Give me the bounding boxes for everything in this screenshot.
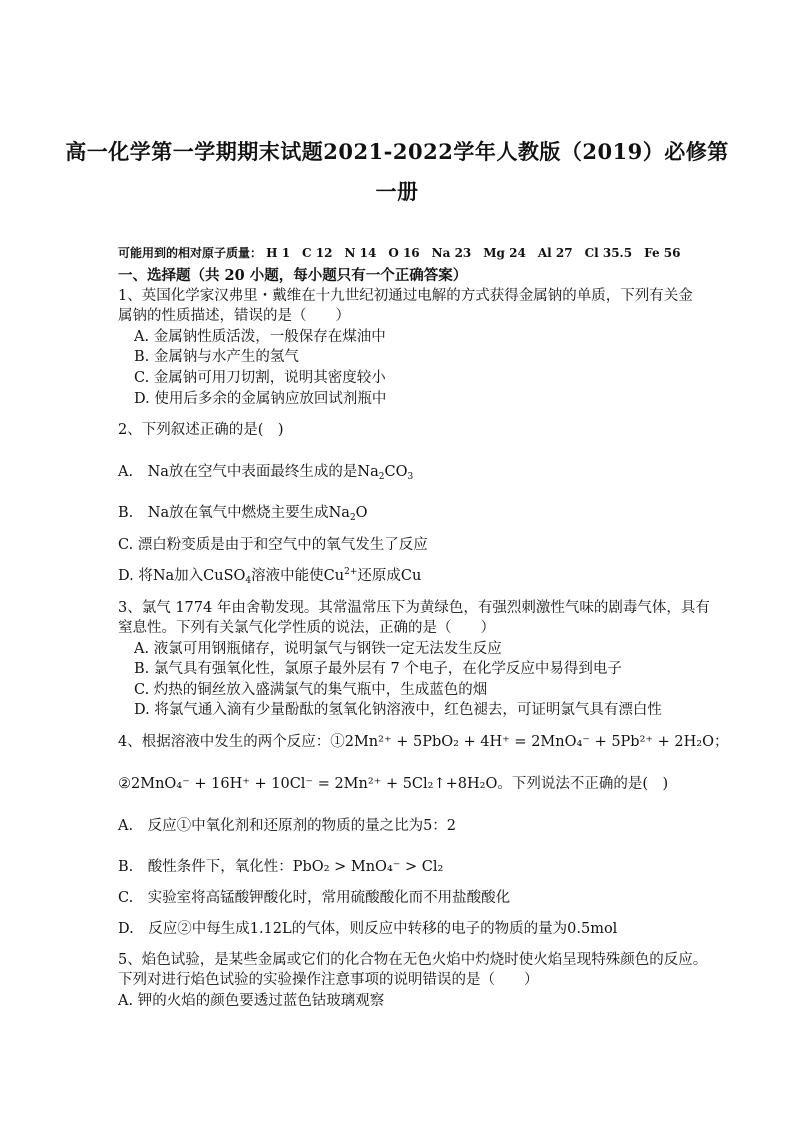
- q1-option-d: D. 使用后多余的金属钠应放回试剂瓶中: [134, 391, 387, 407]
- q5-stem-b: 下列对进行焰色试验的实验操作注意事项的说明错误的是（ ）: [118, 972, 539, 988]
- q2-stem: 2、下列叙述正确的是( ): [118, 422, 284, 438]
- q1-option-b: B. 金属钠与水产生的氢气: [134, 349, 299, 365]
- q4-stem-a: 4、根据溶液中发生的两个反应：①2Mn²⁺ + 5PbO₂ + 4H⁺ = 2MnO₄⁻ + 5Pb²⁺ + 2H₂O；: [118, 734, 729, 750]
- q2-option-c: C. 漂白粉变质是由于和空气中的氧气发生了反应: [118, 537, 428, 553]
- q4-option-a: A. 反应①中氧化剂和还原剂的物质的量之比为5：2: [118, 818, 457, 834]
- q3-stem-a: 3、氯气 1774 年由舍勒发现。其常温常压下为黄绿色，有强烈刺激性气味的剧毒气体，具有: [118, 600, 710, 616]
- q5-option-a: A. 钾的火焰的颜色要透过蓝色钴玻璃观察: [118, 993, 385, 1009]
- q1-stem-a: 1、英国化学家汉弗里・戴维在十九世纪初通过电解的方式获得金属钠的单质，下列有关金: [118, 288, 693, 304]
- q2-option-d: D. 将Na加入CuSO$_4$溶液中能使$Cu^{2+}$还原成Cu: [118, 567, 422, 586]
- q3-option-b: B. 氯气具有强氧化性，氯原子最外层有 7 个电子，在化学反应中易得到电子: [134, 661, 622, 677]
- q3-option-a: A. 液氯可用钢瓶储存，说明氯气与钢铁一定无法发生反应: [134, 641, 502, 657]
- q2-option-b: B. Na放在氧气中燃烧主要生成$Na_2O$: [118, 505, 368, 523]
- q4-option-d: D. 反应②中每生成1.12L的气体，则反应中转移的电子的物质的量为0.5mol: [118, 921, 618, 937]
- q3-option-d: D. 将氯气通入滴有少量酚酞的氢氧化钠溶液中，红色褪去，可证明氯气具有漂白性: [134, 702, 662, 718]
- q2-option-a: A. Na放在空气中表面最终生成的是$Na_2CO_3$: [118, 464, 414, 482]
- q3-option-c: C. 灼热的铜丝放入盛满氯气的集气瓶中，生成蓝色的烟: [134, 682, 488, 698]
- q4-stem-b: ②2MnO₄⁻ + 16H⁺ + 10Cl⁻ = 2Mn²⁺ + 5Cl₂↑+8H₂O。下列说法不正确的是( ): [118, 776, 669, 792]
- section-heading: 一、选择题（共 20 小题，每小题只有一个正确答案）: [118, 267, 468, 284]
- q1-option-a: A. 金属钠性质活泼，一般保存在煤油中: [134, 329, 386, 345]
- title-line-1: 高一化学第一学期期末试题2021-2022学年人教版（2019）必修第: [65, 139, 729, 164]
- q5-stem-a: 5、焰色试验，是某些金属或它们的化合物在无色火焰中灼烧时使火焰呈现特殊颜色的反应。: [118, 952, 708, 968]
- q1-stem-b: 属钠的性质描述，错误的是（ ）: [118, 308, 350, 324]
- atomic-masses: 可能用到的相对原子质量： H 1 C 12 N 14 O 16 Na 23 Mg 24 Al 27 Cl 35.5 Fe 56: [118, 246, 681, 260]
- title-line-2: 一册: [375, 179, 419, 204]
- q1-option-c: C. 金属钠可用刀切割，说明其密度较小: [134, 370, 386, 386]
- q4-option-c: C. 实验室将高锰酸钾酸化时，常用硫酸酸化而不用盐酸酸化: [118, 890, 511, 906]
- q3-stem-b: 窒息性。下列有关氯气化学性质的说法，正确的是（ ）: [118, 620, 495, 636]
- q4-option-b: B. 酸性条件下，氧化性：PbO₂ > MnO₄⁻ > Cl₂: [118, 859, 444, 875]
